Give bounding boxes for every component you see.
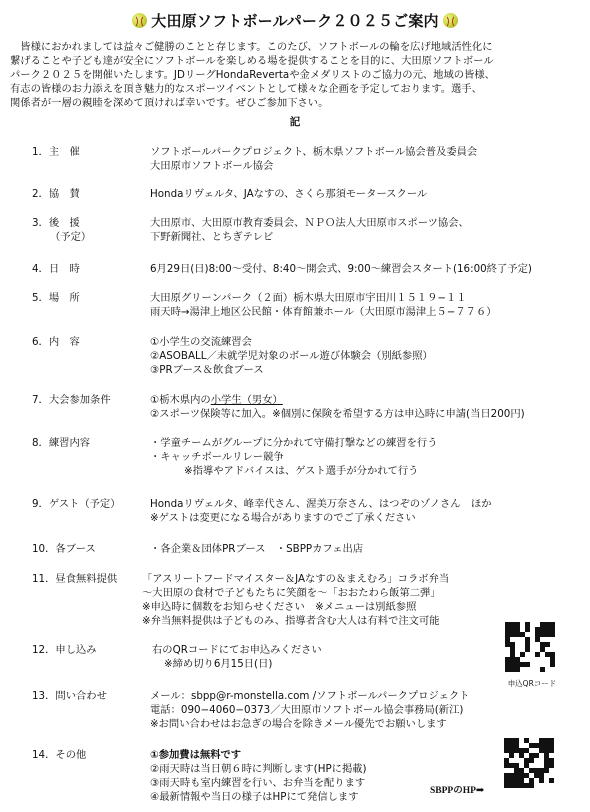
item-line: 大田原グリーンパーク（２面）栃木県大田原市宇田川１５１９−１１ — [150, 292, 467, 304]
item-sublabel: （予定） — [50, 231, 92, 243]
item-line: ※締め切り6月15日(日) — [164, 658, 273, 670]
item-label: 1．主 催 — [32, 146, 80, 158]
item-line: 雨天時→湯津上地区公民館・体育館兼ホール（大田原市湯津上５−７７６） — [150, 306, 497, 318]
item-line: ※弁当無料提供は子どものみ、指導者含む大人は有料で注文可能 — [142, 615, 440, 627]
item-line: ※申込時に個数をお知らせください ※メニューは別紙参照 — [142, 601, 417, 613]
item-line — [150, 393, 580, 407]
item-content — [150, 689, 580, 731]
item-line: ③雨天時も室内練習を行い、お弁当を配ります — [150, 777, 366, 789]
sbpp-hp-text: SBPPのHP — [430, 786, 476, 796]
item-line: ※指導やアドバイスは、ゲスト選手が分かれて行う — [184, 465, 419, 477]
item-line: 6月29日(日)8:00〜受付、8:40〜開会式、9:00〜練習会スタート(16:00終了予定) — [150, 263, 532, 275]
item-content — [142, 572, 572, 628]
title-text: 大田原ソフトボールパーク２０２５ご案内 — [151, 11, 439, 30]
item-label: 13．問い合わせ — [32, 690, 107, 702]
item-line: 〜大田原の食材で子どもたちに笑顔を〜「おおたわら飯第二弾」 — [142, 587, 441, 599]
item-line-part: ①栃木県内の — [150, 394, 211, 406]
right-arrow-icon: ➡ — [475, 785, 485, 796]
item-label — [32, 216, 91, 244]
item-line: 右のQRコードにてお申込みください — [152, 644, 322, 656]
item-line: ①小学生の交流練習会 — [150, 336, 252, 348]
item-line: ソフトボールパークプロジェクト、栃木県ソフトボール協会普及委員会 — [150, 146, 478, 158]
item-line: ③PRブース＆飲食ブース — [150, 364, 264, 376]
item-line: Hondaリヴェルタ、峰幸代さん、渥美万奈さん、はつぞのゾノさん ほか — [150, 498, 492, 510]
item-content — [150, 262, 580, 276]
intro-line: 関係者が一層の親睦を深めて頂ければ幸いです。ぜひご参加下さい。 — [10, 97, 329, 109]
phone-line: 電話：090−4060−0373／大田原市ソフトボール協会事務局(新江) — [150, 704, 464, 716]
sbpp-hp-label — [430, 782, 484, 796]
item-line: Hondaリヴェルタ、JAなすの、さくら那須モータースクール — [150, 188, 428, 200]
item-line: 大田原市ソフトボール協会 — [150, 160, 274, 172]
item-line: ②ASOBALL／未就学児対象のボール遊び体験会（別紙参照） — [150, 350, 433, 362]
item-label: 4．日 時 — [32, 263, 80, 275]
item-line: 大田原市、大田原市教育委員会、ＮＰＯ法人大田原市スポーツ協会、 — [150, 217, 469, 229]
item-label: 5．場 所 — [32, 292, 80, 304]
item-content — [150, 187, 580, 201]
softball-icon — [443, 13, 458, 28]
item-content — [150, 291, 580, 319]
qr-module — [549, 783, 554, 788]
homepage-qr-code-icon[interactable] — [504, 738, 554, 788]
item-line: ・キャッチボールリレー競争 — [150, 451, 284, 463]
intro-line: パーク２０２５を開催いたします。JDリーグHondaRevertaや金メダリストのご協力の元、地域の皆様、 — [10, 69, 495, 81]
intro-line: 皆様におかれましては益々ご健勝のことと存じます。このたび、ソフトボールの輪を広げ地域活性化に — [10, 41, 493, 53]
item-content — [150, 216, 580, 244]
qr-caption: 申込QRコード — [507, 679, 557, 688]
item-label: 8．練習内容 — [32, 437, 91, 449]
intro-paragraph — [10, 40, 578, 110]
qr-module — [550, 667, 555, 672]
item-line: ※お問い合わせはお急ぎの場合を除きメール優先でお願いします — [150, 718, 447, 730]
item-content — [150, 542, 580, 556]
item-label: 7．大会参加条件 — [32, 394, 111, 406]
item-line: ②雨天時は当日朝６時に判断します(HPに掲載) — [150, 763, 367, 775]
page-title — [0, 6, 590, 34]
application-qr-code-icon[interactable] — [505, 622, 555, 672]
item-line: 「アスリートフードマイスター＆JAなすの＆まえむろ」コラボ弁当 — [142, 573, 450, 585]
item-line: ※ゲストは変更になる場合がありますのでご了承ください — [150, 512, 416, 524]
item-label: 6．内 容 — [32, 336, 80, 348]
item-line: ②スポーツ保険等に加入。※個別に保険を希望する方は申込時に申請(当日200円) — [150, 408, 525, 420]
item-label: 9．ゲスト（予定） — [32, 498, 121, 510]
item-content — [150, 145, 580, 173]
item-label: 14．その他 — [32, 749, 87, 761]
item-label: 10．各ブース — [32, 543, 96, 555]
item-label: 11．昼食無料提供 — [32, 573, 118, 585]
item-label: 12．申し込み — [32, 644, 97, 656]
intro-line: 有志の皆様のお力添えを頂き魅力的なスポーツイベントとして様々な企画を予定しております。選手、 — [10, 83, 482, 95]
item-line: ・各企業＆団体PRブース ・SBPPカフェ出店 — [150, 543, 364, 555]
item-content — [150, 497, 580, 525]
item-label: 2．協 賛 — [32, 188, 80, 200]
item-content — [150, 436, 580, 478]
ki-heading: 記 — [289, 116, 301, 128]
email-line[interactable]: メール：sbpp@r-monstella.com /ソフトボールパークプロジェクト — [150, 690, 470, 702]
intro-line: 繋げることや子ども達が安全にソフトボールを楽しめる場を提供することを目的に、大田原ソフトボール — [10, 55, 494, 67]
softball-icon — [132, 13, 147, 28]
item-line: ④最新情報や当日の様子はHPにて発信します — [150, 791, 359, 803]
item-label-text: 3．後 援 — [32, 217, 80, 229]
item-line: 下野新聞社、とちぎテレビ — [150, 231, 274, 243]
item-line: ・学童チームがグループに分かれて守備打撃などの練習を行う — [150, 437, 438, 449]
item-content — [150, 393, 580, 421]
item-line: ①参加費は無料です — [150, 749, 242, 761]
item-content — [150, 335, 580, 377]
item-line-underlined: 小学生（男女） — [210, 394, 283, 406]
